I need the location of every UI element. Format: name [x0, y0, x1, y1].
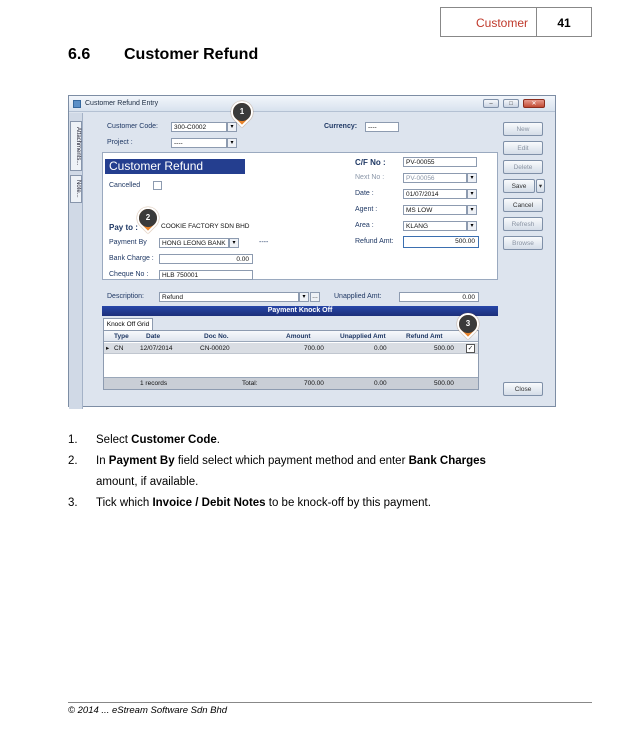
- project-field[interactable]: ----: [171, 138, 227, 148]
- edit-button[interactable]: Edit: [503, 141, 543, 155]
- payment-by-extra: ----: [259, 239, 269, 246]
- tab-knock-off-grid[interactable]: Knock Off Grid: [103, 318, 153, 330]
- customer-refund-window: [68, 95, 556, 407]
- cf-no-label: C/F No :: [355, 158, 386, 167]
- row-unapplied: 0.00: [374, 345, 387, 352]
- refresh-button[interactable]: Refresh: [503, 217, 543, 231]
- currency-label: Currency:: [324, 123, 358, 130]
- delete-button[interactable]: Delete: [503, 160, 543, 174]
- payment-by-field[interactable]: HONG LEONG BANK: [159, 238, 229, 248]
- app-icon: [73, 100, 81, 108]
- step-1: 1. Select Customer Code.: [68, 434, 220, 446]
- footer-total-label: Total:: [242, 380, 258, 387]
- col-amount[interactable]: Amount: [286, 333, 311, 340]
- project-dropdown-icon[interactable]: ▾: [227, 138, 237, 148]
- section-number: 6.6: [68, 46, 91, 63]
- payment-by-label: Payment By: [109, 239, 147, 246]
- col-doc-no[interactable]: Doc No.: [204, 333, 229, 340]
- section-title: [68, 46, 258, 64]
- new-button[interactable]: New: [503, 122, 543, 136]
- pay-to-field: COOKIE FACTORY SDN BHD: [159, 222, 255, 232]
- close-window-button[interactable]: ✕: [523, 99, 545, 108]
- col-unapplied[interactable]: Unapplied Amt: [340, 333, 386, 340]
- knock-off-header: Payment Knock Off: [102, 306, 498, 316]
- footer-divider: [68, 702, 592, 703]
- step-3: 3. Tick which Invoice / Debit Notes to be knock-off by this payment.: [68, 497, 431, 509]
- row-amount: 700.00: [304, 345, 324, 352]
- cheque-no-label: Cheque No :: [109, 271, 149, 278]
- row-pointer-icon: ▸: [106, 345, 110, 352]
- footer-unapplied: 0.00: [374, 380, 387, 387]
- col-date[interactable]: Date: [146, 333, 161, 340]
- customer-code-label: Customer Code:: [107, 123, 158, 130]
- footer-copyright: © 2014 ... eStream Software Sdn Bhd: [68, 705, 228, 716]
- page-number: 41: [536, 7, 592, 37]
- unapplied-amt-label: Unapplied Amt:: [334, 293, 382, 300]
- window-title: Customer Refund Entry: [85, 100, 159, 107]
- area-label: Area :: [355, 222, 374, 229]
- date-dropdown-icon[interactable]: ▾: [467, 189, 477, 199]
- step-2: 2. In Payment By field select which payment method and enter Bank Charges amount, if available.: [68, 455, 486, 488]
- description-more-icon[interactable]: …: [312, 294, 318, 300]
- next-no-label: Next No :: [355, 174, 385, 181]
- customer-code-field[interactable]: 300-C0002: [171, 122, 227, 132]
- area-field[interactable]: KLANG: [403, 221, 467, 231]
- row-doc-no: CN-00020: [200, 345, 230, 352]
- side-tabs: [69, 113, 83, 409]
- customer-code-dropdown-icon[interactable]: ▾: [227, 122, 237, 132]
- browse-button[interactable]: Browse: [503, 236, 543, 250]
- cancelled-checkbox[interactable]: [153, 181, 162, 190]
- row-refund: 500.00: [434, 345, 454, 352]
- description-label: Description:: [107, 293, 144, 300]
- date-label: Date :: [355, 190, 374, 197]
- grid-footer: [104, 377, 478, 389]
- footer-amount: 700.00: [304, 380, 324, 387]
- panel-title: Customer Refund: [105, 159, 245, 174]
- header-section-label: Customer: [440, 7, 536, 37]
- section-title-text: Customer Refund: [124, 46, 259, 63]
- area-dropdown-icon[interactable]: ▾: [467, 221, 477, 231]
- footer-records: 1 records: [140, 380, 168, 387]
- cancelled-label: Cancelled: [109, 182, 141, 189]
- pay-to-label: Pay to :: [109, 223, 138, 232]
- footer-refund: 500.00: [434, 380, 454, 387]
- agent-label: Agent :: [355, 206, 378, 213]
- col-refund[interactable]: Refund Amt: [406, 333, 443, 340]
- tab-note[interactable]: Note...: [70, 175, 82, 203]
- tab-attachments[interactable]: Attachments...: [70, 121, 82, 171]
- cheque-no-field[interactable]: HLB 750001: [159, 270, 253, 280]
- callout-marker-2: 2: [132, 202, 163, 233]
- date-field[interactable]: 01/07/2014: [403, 189, 467, 199]
- description-dropdown-icon[interactable]: ▾: [299, 292, 309, 302]
- next-no-dropdown-icon[interactable]: ▾: [467, 173, 477, 183]
- row-date: 12/07/2014: [140, 345, 173, 352]
- minimize-button[interactable]: –: [483, 99, 499, 108]
- maximize-button[interactable]: □: [503, 99, 519, 108]
- grid-header: [104, 331, 478, 342]
- bank-charge-label: Bank Charge :: [109, 255, 154, 262]
- agent-dropdown-icon[interactable]: ▾: [467, 205, 477, 215]
- save-button[interactable]: Save: [503, 179, 535, 193]
- row-tick-checkbox[interactable]: ✓: [467, 345, 474, 352]
- row-type: CN: [114, 345, 124, 352]
- payment-by-dropdown-icon[interactable]: ▾: [229, 238, 239, 248]
- unapplied-amt-field: 0.00: [399, 292, 479, 302]
- knock-off-grid: [103, 330, 479, 390]
- agent-field[interactable]: MS LOW: [403, 205, 467, 215]
- instruction-steps: [68, 430, 568, 514]
- cancel-button[interactable]: Cancel: [503, 198, 543, 212]
- cf-no-field[interactable]: PV-00055: [403, 157, 477, 167]
- col-type[interactable]: Type: [114, 333, 129, 340]
- refund-amt-field[interactable]: 500.00: [403, 236, 479, 248]
- next-no-field: PV-00056: [403, 173, 467, 183]
- save-dropdown-icon[interactable]: ▾: [536, 179, 545, 193]
- table-row[interactable]: [104, 343, 478, 354]
- description-field[interactable]: Refund: [159, 292, 299, 302]
- callout-marker-1: 1: [226, 96, 257, 127]
- callout-marker-3: 3: [452, 308, 483, 339]
- project-label: Project :: [107, 139, 133, 146]
- close-button[interactable]: Close: [503, 382, 543, 396]
- window-titlebar: [69, 96, 555, 112]
- currency-field: ----: [365, 122, 399, 132]
- bank-charge-field[interactable]: 0.00: [159, 254, 253, 264]
- refund-amt-label: Refund Amt:: [355, 238, 394, 245]
